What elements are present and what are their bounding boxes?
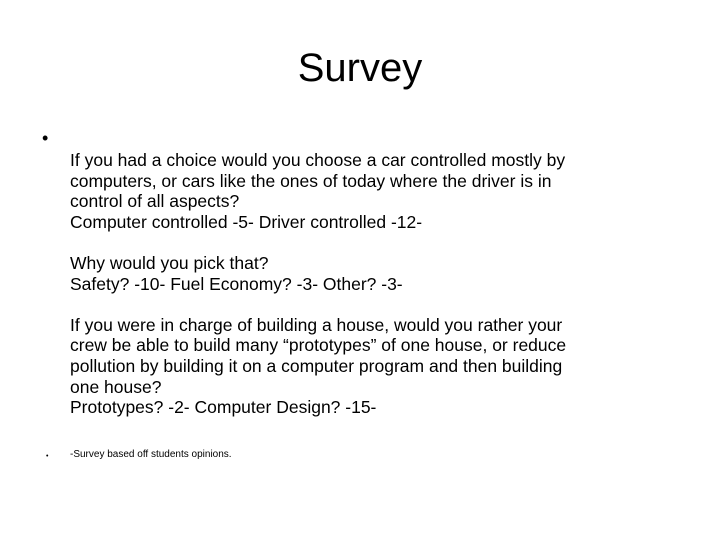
survey-result-line: Safety? -10- Fuel Economy? -3- Other? -3- xyxy=(70,273,403,294)
text-line: computers, or cars like the ones of today where the driver is in xyxy=(70,170,552,191)
survey-result-line: Computer controlled -5- Driver controlled -12- xyxy=(70,211,423,232)
text-line: Why would you pick that? xyxy=(70,252,269,273)
text-line: control of all aspects? xyxy=(70,191,240,212)
footnote: -Survey based off students opinions. xyxy=(70,449,232,460)
text-line: If you were in charge of building a house, would you rather your xyxy=(70,314,563,335)
text-line: pollution by building it on a computer program and then building xyxy=(70,355,563,376)
survey-result-line: Prototypes? -2- Computer Design? -15- xyxy=(70,397,377,418)
slide-body xyxy=(70,150,690,418)
survey-question-house xyxy=(70,315,690,418)
bullet-icon: • xyxy=(42,128,49,148)
bullet-icon: • xyxy=(46,453,49,460)
slide-title: Survey xyxy=(297,46,423,90)
text-line: crew be able to build many “prototypes” of one house, or reduce xyxy=(70,335,567,356)
survey-question-cars xyxy=(70,150,690,232)
text-line: If you had a choice would you choose a car controlled mostly by xyxy=(70,150,566,170)
text-line: one house? xyxy=(70,376,162,397)
survey-question-why xyxy=(70,253,690,294)
